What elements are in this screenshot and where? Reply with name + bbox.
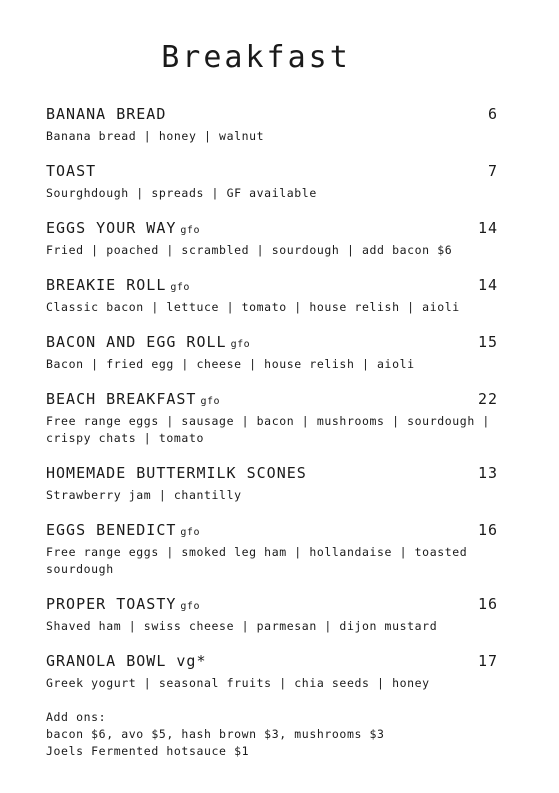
add-ons-heading: Add ons: bbox=[46, 710, 107, 724]
item-description: Greek yogurt | seasonal fruits | chia seeds | honey bbox=[46, 676, 430, 690]
item-description: Classic bacon | lettuce | tomato | house relish | aioli bbox=[46, 300, 460, 314]
item-price: 14 bbox=[477, 276, 498, 294]
menu-item bbox=[46, 219, 498, 259]
item-name: EGGS YOUR WAY bbox=[46, 219, 177, 237]
menu-item bbox=[46, 333, 498, 373]
item-price: 15 bbox=[477, 333, 498, 351]
menu-item bbox=[46, 595, 498, 635]
item-name: BREAKIE ROLL bbox=[46, 276, 167, 294]
dietary-tag: gfo bbox=[170, 282, 190, 293]
menu-item bbox=[46, 162, 498, 202]
item-description: Fried | poached | scrambled | sourdough | add bacon $6 bbox=[46, 243, 453, 257]
item-name: HOMEMADE BUTTERMILK SCONES bbox=[46, 464, 307, 482]
dietary-tag: gfo bbox=[200, 396, 221, 407]
add-ons-line: Joels Fermented hotsauce $1 bbox=[46, 744, 250, 758]
menu-item bbox=[46, 105, 498, 145]
item-name: TOAST bbox=[46, 162, 97, 180]
item-price: 22 bbox=[477, 390, 498, 408]
dietary-tag: gfo bbox=[230, 339, 251, 350]
dietary-tag: gfo bbox=[180, 225, 200, 236]
menu-item bbox=[46, 390, 498, 447]
item-description: Shaved ham | swiss cheese | parmesan | dijon mustard bbox=[46, 619, 438, 633]
item-price: 13 bbox=[477, 464, 498, 482]
item-name: BEACH BREAKFAST bbox=[46, 390, 197, 408]
item-name: BANANA BREAD bbox=[46, 105, 167, 123]
item-price: 16 bbox=[477, 595, 498, 613]
menu-item bbox=[46, 276, 498, 316]
add-ons-line: bacon $6, avo $5, hash brown $3, mushrooms $3 bbox=[46, 727, 385, 741]
add-ons-section bbox=[46, 709, 498, 760]
item-description: Bacon | fried egg | cheese | house relish | aioli bbox=[46, 357, 415, 371]
menu-item bbox=[46, 521, 498, 578]
dietary-tag: gfo bbox=[180, 527, 200, 538]
item-price: 7 bbox=[487, 162, 498, 180]
page-title: Breakfast bbox=[161, 40, 351, 75]
menu-item bbox=[46, 464, 498, 504]
menu-item bbox=[46, 652, 498, 692]
dietary-tag: gfo bbox=[180, 601, 200, 612]
item-name: PROPER TOASTY bbox=[46, 595, 177, 613]
item-description: Free range eggs | sausage | bacon | mushrooms | sourdough | crispy chats | tomato bbox=[46, 414, 490, 445]
item-price: 16 bbox=[477, 521, 498, 539]
item-price: 6 bbox=[487, 105, 498, 123]
item-name: GRANOLA BOWL vg* bbox=[46, 652, 207, 670]
item-name: BACON AND EGG ROLL bbox=[46, 333, 227, 351]
item-description: Free range eggs | smoked leg ham | hollandaise | toasted sourdough bbox=[46, 545, 468, 576]
item-description: Strawberry jam | chantilly bbox=[46, 488, 242, 502]
item-price: 14 bbox=[477, 219, 498, 237]
menu-list bbox=[46, 105, 498, 760]
item-description: Sourghdough | spreads | GF available bbox=[46, 186, 317, 200]
item-name: EGGS BENEDICT bbox=[46, 521, 177, 539]
item-price: 17 bbox=[477, 652, 498, 670]
item-description: Banana bread | honey | walnut bbox=[46, 129, 265, 143]
